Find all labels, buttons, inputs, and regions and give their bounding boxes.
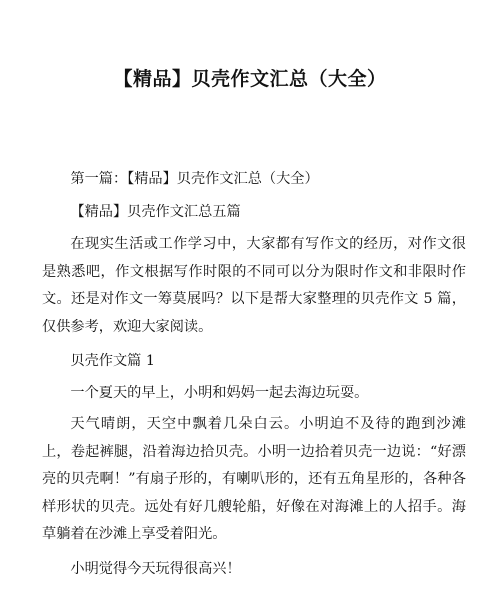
section-heading: 第一篇：【精品】贝壳作文汇总（大全） [70,171,319,187]
document-body [42,166,466,590]
document-title: 【精品】贝壳作文汇总（大全） [113,68,387,90]
intro-paragraph: 在现实生活或工作学习中，大家都有写作文的经历，对作文很是熟悉吧，作文根据写作时限的不同可以分为限时作文和非限时作文。还是对作文一筹莫展吗？以下是帮大家整理的贝壳作文 5 篇，仅供参考，欢迎大家阅读。 [42,236,466,335]
essay-paragraph: 一个夏天的早上，小明和妈妈一起去海边玩耍。 [70,384,369,401]
essay-heading: 贝壳作文篇 1 [70,353,155,369]
subsection-heading: 【精品】贝壳作文汇总五篇 [70,203,241,220]
essay-paragraph: 天气晴朗，天空中飘着几朵白云。小明迫不及待的跑到沙滩上，卷起裤腿，沿着海边拾贝壳。小明一边拾着贝壳一边说：“好漂亮的贝壳啊！”有扇子形的，有喇叭形的，还有五角星形的，各种各样形状的贝壳。远处有好几艘轮船，好像在对海滩上的人招手。海草躺着在沙滩上享受着阳光。 [42,416,466,542]
essay-paragraph: 小明觉得今天玩得很高兴！ [70,560,241,577]
